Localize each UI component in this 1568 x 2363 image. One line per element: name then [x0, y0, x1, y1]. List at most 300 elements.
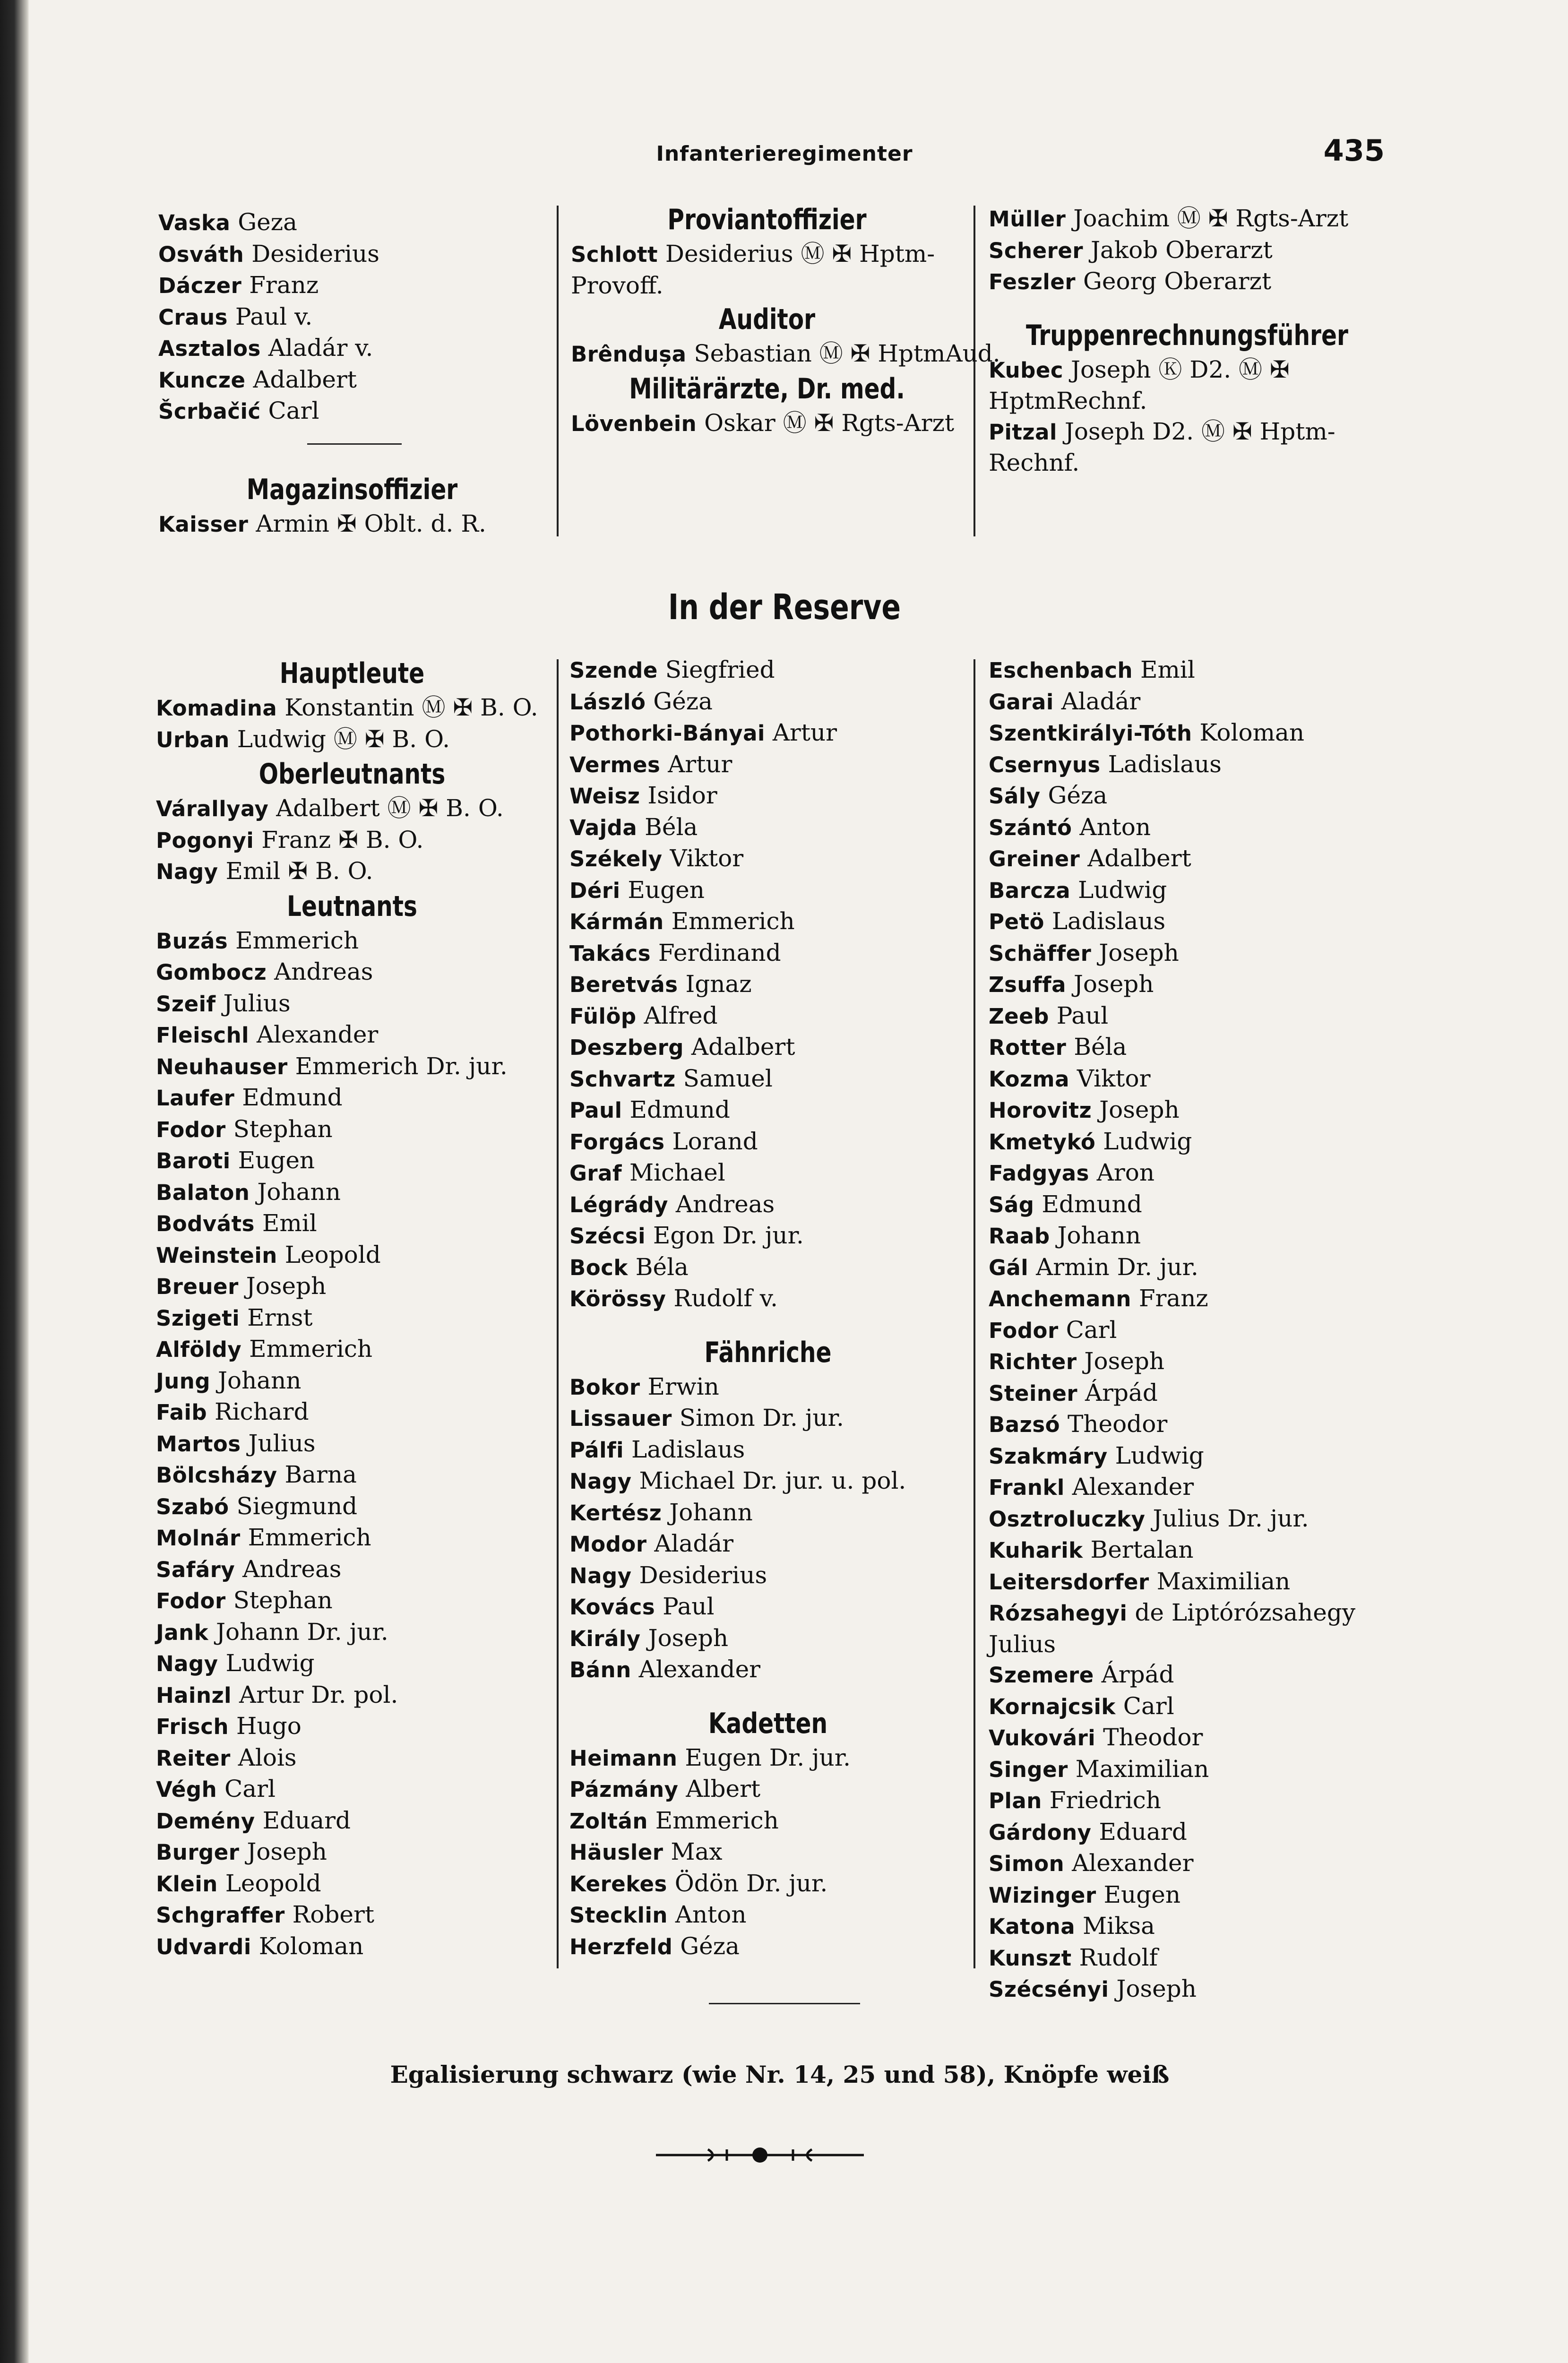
officer-entry	[569, 1931, 966, 1963]
officer-entry	[989, 780, 1390, 812]
officer-surname: Frankl	[989, 1475, 1065, 1500]
officer-surname: Takács	[569, 940, 651, 966]
officer-surname: László	[569, 689, 646, 715]
officer-surname: Schäffer	[989, 940, 1092, 966]
officer-details: Julius	[248, 1429, 316, 1457]
officer-surname: Breuer	[156, 1274, 239, 1299]
officer-surname: Vajda	[569, 815, 638, 840]
officer-surname: Deszberg	[569, 1035, 684, 1060]
officer-entry	[569, 1868, 966, 1900]
officer-surname: Hainzl	[156, 1682, 232, 1708]
column-rule	[974, 659, 975, 1968]
officer-details: Ladislaus	[1051, 907, 1166, 935]
officer-surname: Schvartz	[569, 1066, 676, 1092]
officer-surname: Dáczer	[158, 273, 242, 298]
officer-surname: Reiter	[156, 1745, 231, 1771]
officer-entry	[569, 1497, 966, 1529]
officer-surname: Szántó	[989, 815, 1072, 840]
officer-entry	[569, 1623, 966, 1655]
officer-entry	[569, 1032, 966, 1063]
officer-details: Georg Oberarzt	[1083, 267, 1272, 295]
officer-entry	[156, 825, 548, 856]
officer-surname: Stecklin	[569, 1903, 668, 1928]
officer-details: Armin Dr. jur.	[1036, 1253, 1198, 1281]
officer-surname: Fadgyas	[989, 1161, 1089, 1186]
officer-surname: Schgraffer	[156, 1903, 285, 1928]
officer-entry	[158, 364, 546, 396]
officer-entry	[156, 1554, 548, 1586]
section-heading-truppenrechnungsfuehrer: Truppenrechnungsführer	[1026, 319, 1348, 352]
officer-surname: Bazsó	[989, 1412, 1060, 1437]
officer-details: Ludwig	[1078, 876, 1167, 904]
officer-entry	[156, 1019, 548, 1051]
officer-surname: Urban	[156, 727, 230, 752]
officer-list	[156, 925, 548, 1963]
officer-surname: Szeif	[156, 991, 216, 1017]
officer-surname: Safáry	[156, 1557, 235, 1582]
officer-details: Joseph D2. Ⓜ ✠ Hptm-Rechnf.	[989, 417, 1335, 476]
officer-details: Johann	[257, 1178, 341, 1206]
officer-details: Lorand	[672, 1127, 758, 1155]
officer-surname: Kornajcsik	[989, 1694, 1116, 1719]
officer-details: Emmerich	[248, 1524, 371, 1551]
officer-surname: Rózsahegyi	[989, 1601, 1128, 1626]
officer-details: Ladislaus	[1108, 750, 1222, 778]
section-heading-hauptleute: Hauptleute	[279, 657, 425, 690]
officer-entry	[989, 1472, 1390, 1503]
section-heading-proviantoffizier: Proviantoffizier	[667, 203, 867, 236]
officer-entry	[989, 686, 1390, 718]
officer-entry	[989, 1032, 1390, 1063]
officer-entry	[156, 988, 548, 1020]
officer-entry	[989, 203, 1386, 235]
officer-details: Koloman	[1199, 719, 1305, 746]
officer-entry	[156, 925, 548, 957]
officer-surname: Vaska	[158, 210, 231, 235]
officer-details: Géza	[680, 1932, 740, 1960]
officer-surname: Craus	[158, 304, 228, 330]
officer-surname: Kuncze	[158, 367, 246, 393]
officer-details: Ladislaus	[631, 1435, 745, 1463]
officer-details: de Liptórózsahegy Julius	[989, 1599, 1356, 1658]
officer-details: Emmerich	[671, 907, 795, 935]
officer-entry	[989, 1157, 1390, 1189]
officer-details: Michael Dr. jur. u. pol.	[639, 1467, 906, 1494]
officer-entry	[989, 1659, 1390, 1691]
officer-entry	[989, 1880, 1390, 1911]
officer-entry	[569, 1560, 966, 1592]
officer-surname: Weisz	[569, 784, 640, 809]
officer-entry	[569, 843, 966, 875]
column-3-reserve	[989, 655, 1390, 2005]
officer-surname: Petö	[989, 909, 1044, 934]
officer-details: Koloman	[258, 1932, 364, 1960]
end-ornament	[656, 2141, 864, 2169]
officer-entry	[156, 1680, 548, 1711]
officer-entry	[156, 1051, 548, 1083]
officer-details: Edmund	[242, 1084, 343, 1111]
officer-details: Ludwig Ⓜ ✠ B. O.	[237, 725, 450, 753]
officer-details: Richard	[215, 1398, 309, 1425]
officer-details: Carl	[1123, 1692, 1174, 1720]
officer-entry	[156, 1491, 548, 1523]
officer-surname: Scherer	[989, 238, 1084, 263]
officer-entry	[989, 1817, 1390, 1848]
officer-entry	[989, 1722, 1390, 1754]
officer-details: Isidor	[647, 782, 717, 809]
officer-entry	[989, 875, 1390, 906]
officer-entry	[989, 1942, 1390, 1974]
officer-entry	[569, 1805, 966, 1837]
officer-details: Andreas	[675, 1190, 775, 1218]
officer-details: Stephan	[233, 1587, 333, 1614]
officer-surname: Szigeti	[156, 1305, 240, 1331]
officer-details: Friedrich	[1049, 1786, 1161, 1814]
officer-surname: Kertész	[569, 1500, 662, 1526]
officer-entry	[569, 875, 966, 906]
officer-entry	[156, 1114, 548, 1146]
officer-surname: Udvardi	[156, 1934, 251, 1959]
officer-surname: Kerekes	[569, 1871, 667, 1897]
officer-entry	[569, 1654, 966, 1686]
officer-surname: Végh	[156, 1777, 217, 1802]
officer-details: Franz	[249, 271, 319, 299]
officer-details: Paul	[1056, 1001, 1109, 1029]
officer-entry	[989, 969, 1390, 1000]
officer-entry	[156, 1459, 548, 1491]
officer-entry	[158, 396, 546, 427]
officer-entry	[158, 333, 546, 364]
officer-surname: Weinstein	[156, 1242, 277, 1268]
officer-entry	[569, 1220, 966, 1252]
officer-surname: Pázmány	[569, 1777, 679, 1802]
officer-surname: Lissauer	[569, 1406, 672, 1431]
officer-surname: Modor	[569, 1532, 647, 1557]
officer-details: Julius	[223, 989, 291, 1017]
officer-list	[569, 1742, 966, 1963]
officer-list	[156, 692, 548, 755]
officer-details: Artur	[772, 719, 837, 746]
officer-surname: Zeeb	[989, 1003, 1049, 1029]
officer-details: Eduard	[1099, 1818, 1187, 1846]
officer-entry	[569, 1899, 966, 1931]
officer-details: Ödön Dr. jur.	[674, 1869, 828, 1897]
page-number: 435	[1323, 133, 1385, 168]
officer-surname: Csernyus	[989, 752, 1101, 777]
officer-details: Theodor	[1067, 1410, 1168, 1438]
officer-entry	[158, 239, 546, 270]
officer-details: Emil	[1140, 656, 1195, 683]
officer-entry	[989, 235, 1386, 267]
officer-surname: Osváth	[158, 241, 244, 267]
officer-entry	[156, 1208, 548, 1240]
officer-surname: Pitzal	[989, 419, 1057, 445]
column-rule	[557, 206, 559, 536]
officer-entry	[569, 717, 966, 749]
officer-entry	[989, 1000, 1390, 1032]
officer-details: Joseph	[247, 1838, 327, 1865]
officer-details: Erwin	[647, 1372, 719, 1400]
officer-surname: Kmetykó	[989, 1129, 1096, 1155]
officer-surname: Baroti	[156, 1148, 231, 1173]
officer-surname: Sály	[989, 784, 1041, 809]
officer-entry	[156, 1648, 548, 1680]
officer-entry	[156, 1711, 548, 1742]
officer-surname: Rotter	[989, 1035, 1067, 1060]
officer-entry	[989, 1566, 1390, 1598]
officer-details: Edmund	[629, 1096, 730, 1123]
officer-list	[156, 793, 548, 888]
officer-surname: Zoltán	[569, 1808, 648, 1834]
officer-surname: Garai	[989, 689, 1054, 715]
officer-details: Maximilian	[1075, 1755, 1209, 1783]
officer-entry	[569, 686, 966, 718]
officer-entry	[989, 655, 1390, 686]
officer-details: Robert	[292, 1901, 375, 1928]
officer-details: Aladár	[654, 1530, 734, 1557]
officer-entry	[569, 655, 966, 686]
officer-surname: Székely	[569, 846, 663, 871]
officer-entry	[156, 793, 548, 825]
officer-entry	[989, 1346, 1390, 1378]
officer-list	[571, 338, 1000, 370]
officer-surname: Horovitz	[989, 1098, 1092, 1123]
officer-surname: Eschenbach	[989, 658, 1133, 683]
officer-details: Eugen	[1103, 1880, 1181, 1908]
officer-details: Carl	[1066, 1316, 1117, 1344]
officer-details: Eugen Dr. jur.	[685, 1743, 851, 1771]
officer-details: Albert	[686, 1775, 761, 1802]
section-heading-magazinsoffizier: Magazinsoffizier	[246, 473, 458, 506]
officer-details: Desiderius	[639, 1561, 767, 1589]
officer-surname: Bánn	[569, 1657, 631, 1682]
officer-details: Joseph	[1099, 1096, 1180, 1123]
officer-details: Paul	[663, 1593, 715, 1620]
officer-details: Emil ✠ B. O.	[225, 857, 373, 885]
officer-details: Siegmund	[236, 1492, 358, 1520]
officer-surname: Zsuffa	[989, 972, 1066, 997]
officer-details: Joseph Ⓚ D2. Ⓜ ✠ HptmRechnf.	[989, 355, 1290, 414]
officer-details: Leopold	[225, 1869, 321, 1897]
officer-surname: Graf	[569, 1161, 622, 1186]
officer-list	[569, 655, 966, 1315]
officer-details: Aron	[1096, 1159, 1155, 1186]
officer-details: Viktor	[670, 845, 744, 872]
officer-entry	[989, 938, 1390, 969]
officer-surname: Singer	[989, 1757, 1068, 1782]
officer-entry	[569, 1095, 966, 1126]
officer-entry	[156, 1805, 548, 1837]
officer-entry	[989, 1535, 1390, 1566]
officer-entry	[156, 724, 548, 756]
officer-entry	[158, 270, 546, 302]
officer-surname: Häusler	[569, 1840, 663, 1865]
officer-entry	[569, 780, 966, 812]
officer-entry	[989, 1974, 1390, 2005]
officer-surname: Kovács	[569, 1595, 655, 1620]
officer-entry	[156, 1522, 548, 1554]
column-rule	[557, 659, 559, 1968]
officer-details: Ferdinand	[658, 939, 781, 966]
officer-details: Alexander	[638, 1656, 761, 1683]
officer-surname: Paul	[569, 1098, 622, 1123]
officer-details: Oskar Ⓜ ✠ Rgts-Arzt	[704, 409, 955, 437]
officer-surname: Molnár	[156, 1526, 241, 1551]
officer-surname: Komadina	[156, 696, 277, 721]
officer-entry	[989, 1754, 1390, 1785]
officer-surname: Szécsi	[569, 1224, 646, 1249]
officer-details: Árpád	[1101, 1661, 1174, 1688]
officer-details: Emil	[262, 1209, 317, 1237]
officer-surname: Szécsényi	[989, 1977, 1109, 2002]
officer-surname: Nagy	[569, 1563, 632, 1588]
officer-details: Edmund	[1042, 1190, 1142, 1218]
officer-surname: Nagy	[569, 1469, 632, 1494]
officer-details: Desiderius Ⓜ ✠ Hptm-Provoff.	[571, 240, 935, 299]
officer-entry	[989, 717, 1390, 749]
officer-entry	[989, 1063, 1390, 1095]
column-1-top	[158, 207, 546, 540]
officer-entry	[569, 812, 966, 844]
officer-entry	[989, 1252, 1390, 1284]
officer-details: Jakob Oberarzt	[1090, 236, 1273, 264]
officer-surname: Greiner	[989, 846, 1080, 871]
officer-entry	[569, 906, 966, 938]
officer-entry	[571, 338, 1000, 370]
officer-surname: Demény	[156, 1808, 255, 1834]
officer-details: Andreas	[242, 1555, 342, 1583]
page-binding-edge	[0, 0, 29, 2363]
officer-entry	[569, 1466, 966, 1497]
officer-details: Ernst	[247, 1303, 313, 1331]
officer-entry	[989, 1315, 1390, 1346]
officer-surname: Nagy	[156, 1651, 218, 1676]
officer-surname: Déri	[569, 878, 620, 903]
officer-surname: Steiner	[989, 1380, 1078, 1406]
officer-surname: Klein	[156, 1871, 218, 1897]
officer-entry	[989, 354, 1386, 416]
officer-surname: Forgács	[569, 1129, 665, 1155]
officer-details: Adalbert	[1087, 845, 1191, 872]
officer-details: Alfred	[644, 1001, 718, 1029]
officer-surname: Kuharik	[989, 1538, 1083, 1563]
officer-surname: Bock	[569, 1255, 628, 1280]
officer-surname: Vukovári	[989, 1725, 1096, 1751]
officer-surname: Kozma	[989, 1066, 1069, 1092]
officer-entry	[989, 1785, 1390, 1817]
officer-entry	[989, 1126, 1390, 1158]
officer-details: Adalbert	[253, 365, 357, 393]
officer-surname: Pálfi	[569, 1437, 624, 1463]
officer-details: Ignaz	[685, 970, 752, 998]
officer-entry	[989, 1409, 1390, 1440]
officer-surname: Szentkirályi-Tóth	[989, 721, 1192, 746]
column-2-top	[571, 201, 1000, 439]
officer-details: Hugo	[236, 1712, 302, 1740]
officer-surname: Feszler	[989, 269, 1076, 294]
officer-details: Maximilian	[1156, 1567, 1291, 1595]
officer-entry	[156, 1240, 548, 1271]
officer-details: Andreas	[274, 958, 373, 985]
officer-details: Emmerich Dr. jur.	[295, 1052, 508, 1080]
officer-details: Viktor	[1077, 1064, 1151, 1092]
officer-details: Emmerich	[655, 1806, 779, 1834]
officer-entry	[569, 1434, 966, 1466]
officer-surname: Balaton	[156, 1180, 250, 1205]
officer-entry	[156, 1837, 548, 1868]
officer-surname: Barcza	[989, 878, 1071, 903]
officer-entry	[571, 239, 963, 301]
column-1-reserve	[156, 655, 548, 1962]
officer-entry	[156, 856, 548, 888]
officer-details: Johann	[669, 1498, 753, 1526]
officer-entry	[989, 1283, 1390, 1315]
officer-details: Simon Dr. jur.	[679, 1404, 844, 1432]
officer-details: Ludwig	[1115, 1441, 1204, 1469]
officer-details: Joseph	[1073, 970, 1154, 998]
officer-surname: Faib	[156, 1400, 207, 1425]
officer-details: Joseph	[246, 1272, 327, 1300]
officer-surname: Wizinger	[989, 1882, 1096, 1908]
officer-entry	[569, 938, 966, 969]
officer-entry	[156, 1868, 548, 1900]
officer-surname: Raab	[989, 1224, 1050, 1249]
officer-details: Emmerich	[249, 1335, 373, 1363]
officer-entry	[989, 1848, 1390, 1880]
officer-surname: Kunszt	[989, 1945, 1072, 1971]
officer-entry	[569, 1371, 966, 1403]
officer-details: Rudolf	[1079, 1943, 1158, 1971]
officer-surname: Richter	[989, 1349, 1077, 1374]
reserve-heading: In der Reserve	[668, 587, 901, 628]
section-heading-auditor: Auditor	[718, 303, 816, 336]
officer-surname: Leitersdorfer	[989, 1569, 1149, 1595]
officer-surname: Szabó	[156, 1494, 229, 1519]
officer-entry	[156, 1774, 548, 1805]
officer-surname: Fülöp	[569, 1003, 637, 1029]
officer-details: Eduard	[262, 1806, 351, 1834]
officer-entry	[156, 1334, 548, 1365]
officer-details: Anton	[1079, 813, 1151, 841]
officer-surname: Gárdony	[989, 1820, 1092, 1845]
officer-surname: Nagy	[156, 859, 218, 884]
officer-entry	[989, 749, 1390, 781]
officer-entry	[989, 1597, 1390, 1659]
officer-entry	[569, 1528, 966, 1560]
running-head: Infanterieregimenter	[656, 142, 913, 166]
officer-details: Johann	[1057, 1222, 1141, 1249]
officer-entry	[989, 1095, 1390, 1126]
officer-entry	[569, 1063, 966, 1095]
officer-entry	[156, 1397, 548, 1428]
officer-details: Alexander	[1072, 1849, 1194, 1877]
officer-entry	[989, 1189, 1390, 1221]
officer-surname: Burger	[156, 1840, 240, 1865]
officer-surname: Pogonyi	[156, 828, 254, 853]
officer-entry	[569, 1189, 966, 1221]
officer-list	[989, 655, 1390, 2005]
officer-details: Paul v.	[235, 302, 313, 330]
officer-surname: Gál	[989, 1255, 1029, 1280]
officer-entry	[569, 1403, 966, 1434]
officer-entry	[156, 1742, 548, 1774]
officer-surname: Simon	[989, 1851, 1065, 1876]
officer-entry	[158, 509, 546, 540]
officer-entry	[989, 812, 1390, 844]
officer-entry	[156, 1585, 548, 1617]
officer-surname: Várallyay	[156, 796, 269, 821]
column-rule	[974, 206, 975, 536]
